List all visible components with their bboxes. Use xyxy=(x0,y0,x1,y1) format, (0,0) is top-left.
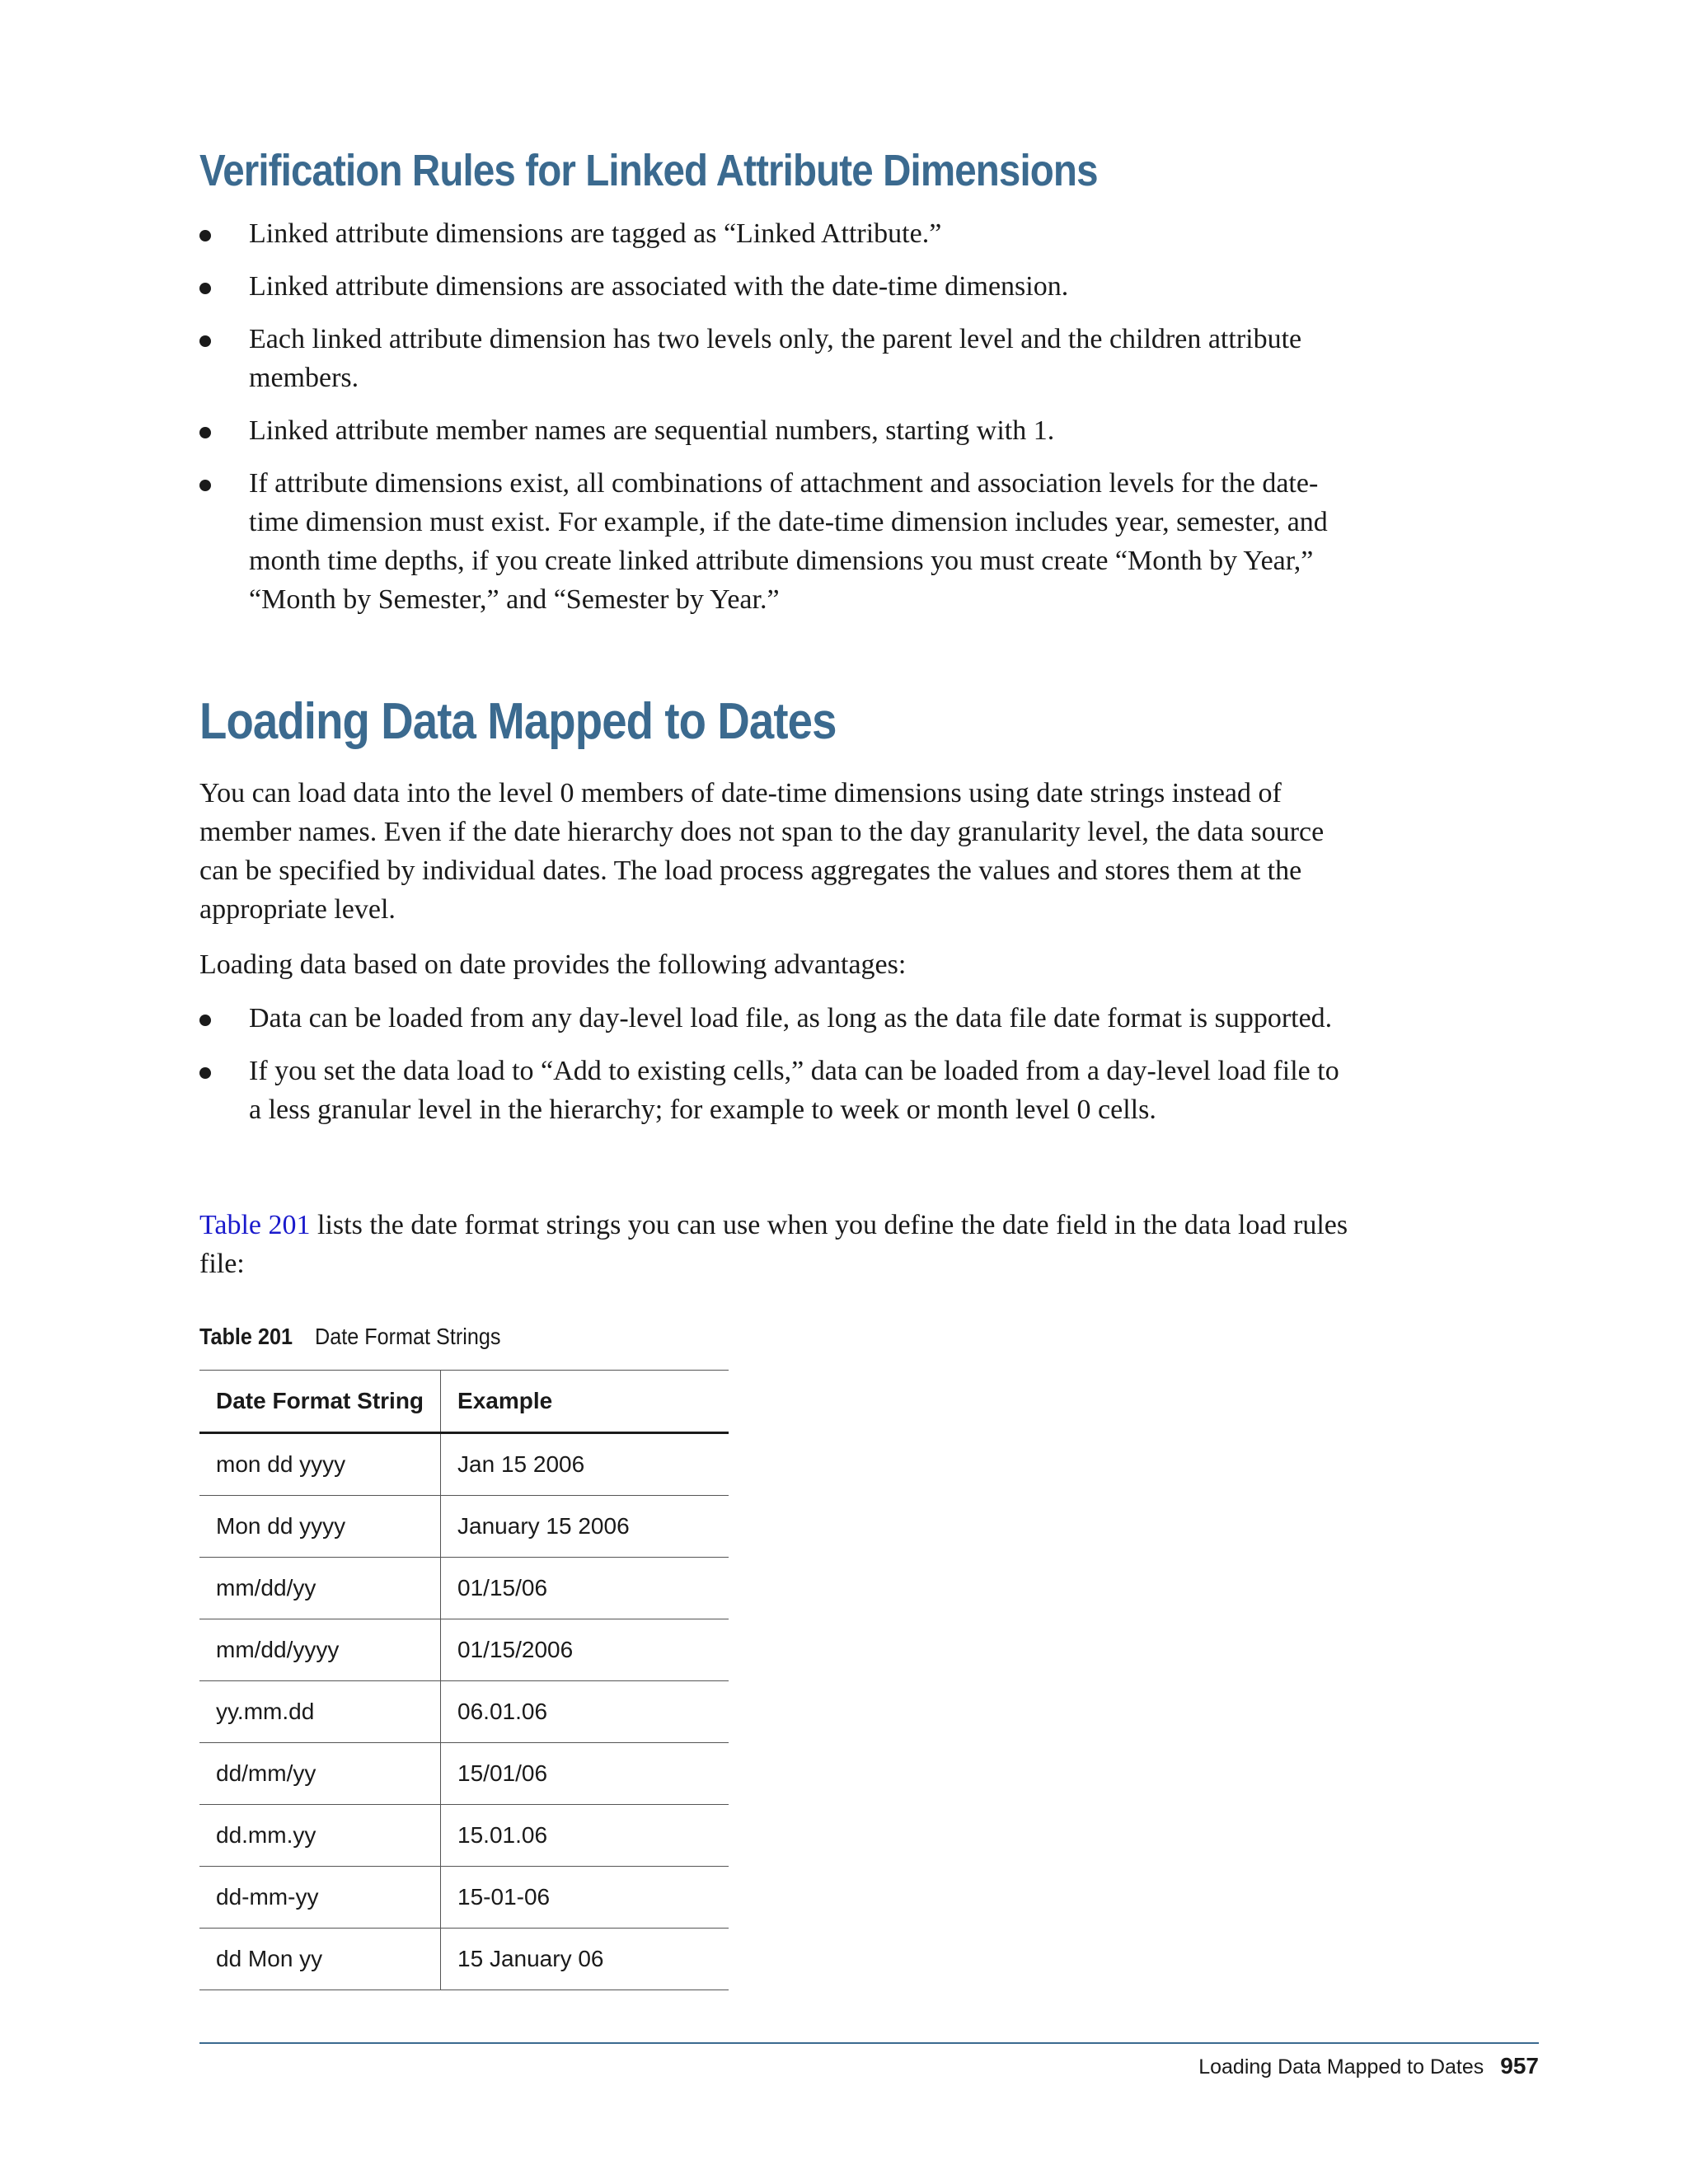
table-row: mon dd yyyy Jan 15 2006 xyxy=(199,1433,729,1496)
section-heading-loading-data: Loading Data Mapped to Dates xyxy=(199,693,837,750)
verification-rules-list xyxy=(199,214,1353,633)
table-reference-paragraph: Table 201 lists the date format strings you can use when you define the date field in the data load rules file: xyxy=(199,1210,1348,1279)
list-item: Linked attribute dimensions are associated with the date-time dimension. xyxy=(199,267,1353,306)
table-caption-number: Table 201 xyxy=(199,1324,293,1349)
bullet-icon xyxy=(199,480,211,491)
table-row: dd Mon yy 15 January 06 xyxy=(199,1929,729,1990)
table-row: dd.mm.yy 15.01.06 xyxy=(199,1805,729,1867)
table-row: yy.mm.dd 06.01.06 xyxy=(199,1681,729,1743)
column-header-example: Example xyxy=(441,1371,729,1433)
table-row: Mon dd yyyy January 15 2006 xyxy=(199,1496,729,1558)
table-201-link[interactable]: Table 201 xyxy=(199,1210,311,1240)
footer-section-title: Loading Data Mapped to Dates xyxy=(1198,2055,1484,2079)
list-item: If attribute dimensions exist, all combinations of attachment and association levels for the date-time dimension must exist. For example, if the date-time dimension includes year, semester, and month time depths, if you create linked attribute dimensions you must create “Month by Year,” “Month by Semester,” and “Semester by Year.” xyxy=(199,464,1353,619)
bullet-icon xyxy=(199,1067,211,1079)
table-caption xyxy=(199,1324,500,1350)
list-item: Each linked attribute dimension has two levels only, the parent level and the children attribute members. xyxy=(199,320,1353,397)
bullet-icon xyxy=(199,1015,211,1026)
advantages-list xyxy=(199,999,1353,1143)
table-caption-title: Date Format Strings xyxy=(315,1324,501,1349)
bullet-icon xyxy=(199,427,211,438)
page-number: 957 xyxy=(1500,2053,1539,2079)
table-header-row xyxy=(199,1371,729,1433)
list-item: Linked attribute dimensions are tagged as “Linked Attribute.” xyxy=(199,214,1353,253)
bullet-icon xyxy=(199,283,211,294)
bullet-icon xyxy=(199,335,211,347)
list-item: If you set the data load to “Add to existing cells,” data can be loaded from a day-level load file to a less granular level in the hierarchy; for example to week or month level 0 cells. xyxy=(199,1052,1353,1129)
table-row: dd/mm/yy 15/01/06 xyxy=(199,1743,729,1805)
table-row: mm/dd/yyyy 01/15/2006 xyxy=(199,1619,729,1681)
table-row: mm/dd/yy 01/15/06 xyxy=(199,1558,729,1619)
list-item: Data can be loaded from any day-level load file, as long as the data file date format is supported. xyxy=(199,999,1353,1038)
advantages-intro-paragraph: Loading data based on date provides the following advantages: xyxy=(199,949,907,980)
intro-paragraph: You can load data into the level 0 members of date-time dimensions using date strings instead of member names. Even if the date hierarchy does not span to the day granularity level, the data source can be specified by individual dates. The load process aggregates the values and stores them at the appropriate level. xyxy=(199,778,1325,925)
bullet-icon xyxy=(199,230,211,241)
date-format-strings-table xyxy=(199,1370,729,1990)
table-row: dd-mm-yy 15-01-06 xyxy=(199,1867,729,1929)
page-footer xyxy=(1198,2053,1539,2079)
footer-divider xyxy=(199,2042,1539,2044)
column-header-date-format-string: Date Format String xyxy=(199,1371,441,1433)
list-item: Linked attribute member names are sequential numbers, starting with 1. xyxy=(199,411,1353,450)
section-heading-verification-rules: Verification Rules for Linked Attribute Dimensions xyxy=(199,146,1098,195)
